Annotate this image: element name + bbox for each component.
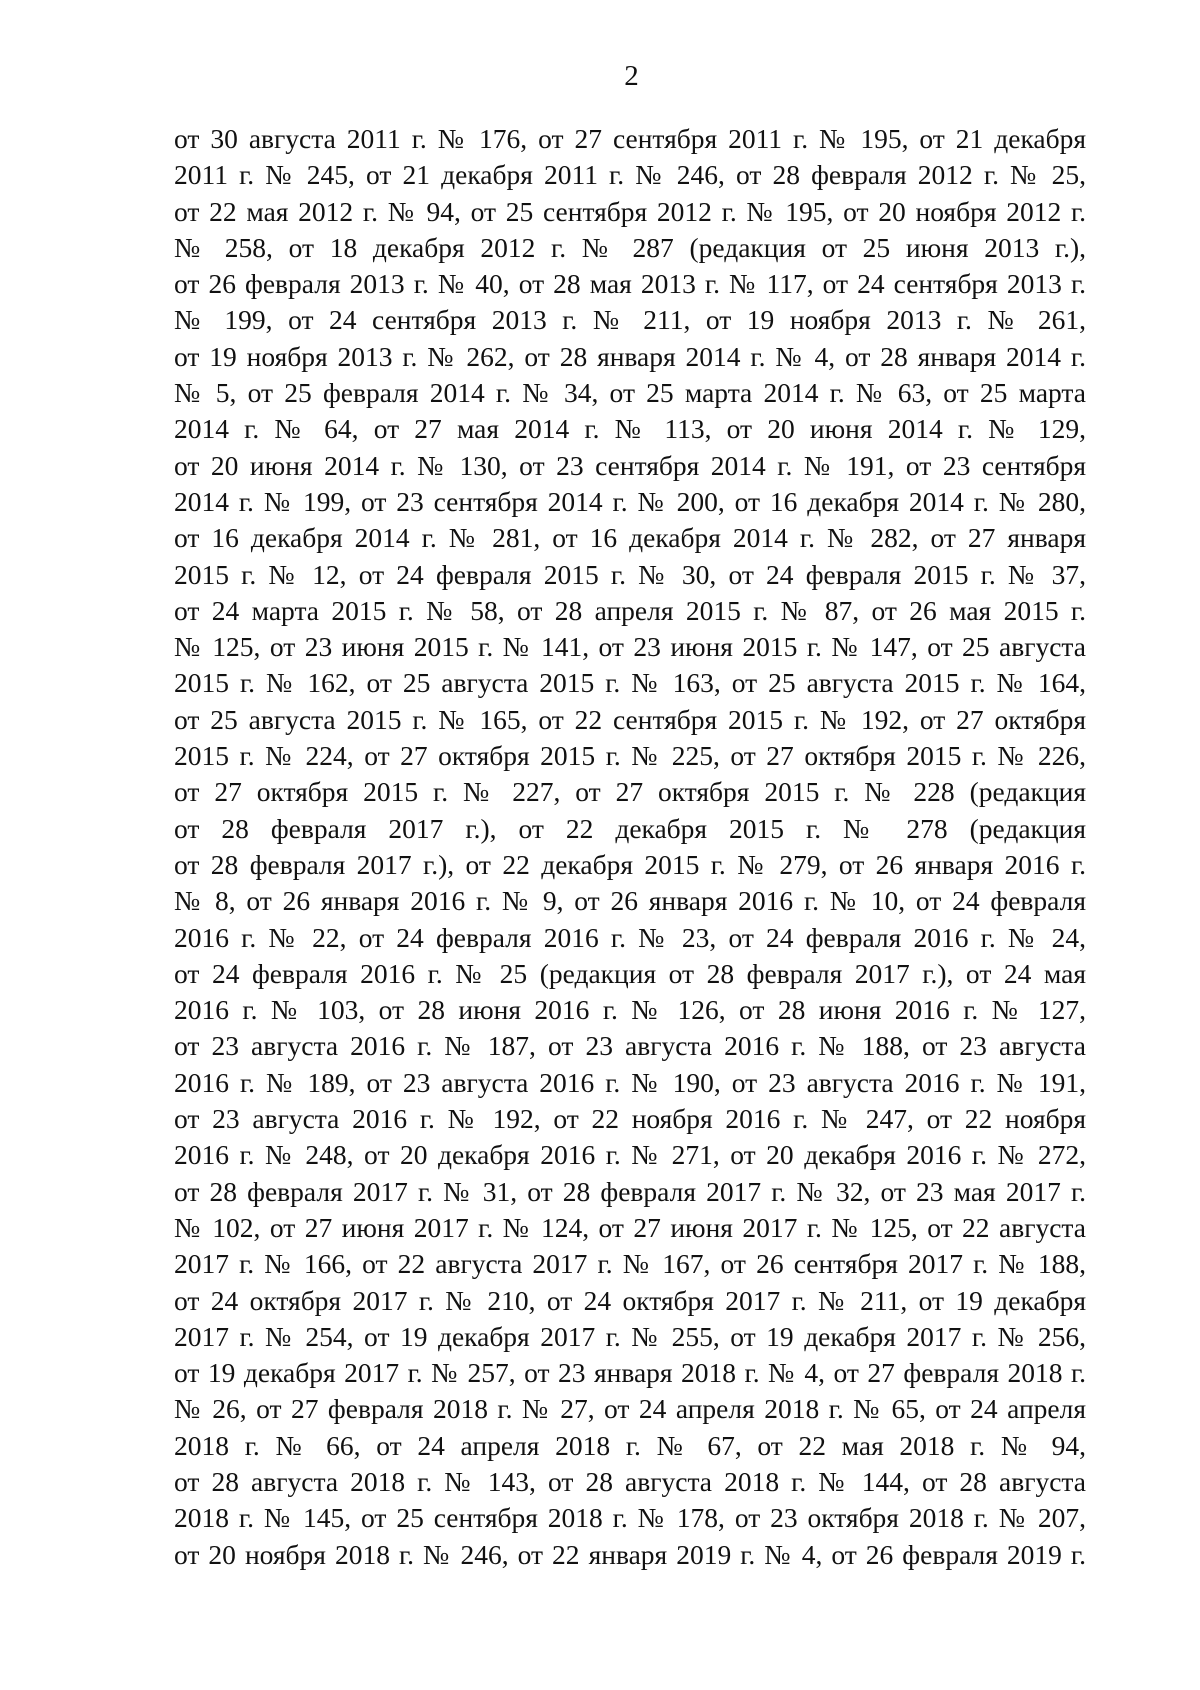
text-line: 2016 г. № 189, от 23 августа 2016 г. № 190, от 23 августа 2016 г. № 191, (174, 1066, 1086, 1098)
text-line: от 16 декабря 2014 г. № 281, от 16 декабря 2014 г. № 282, от 27 января (174, 522, 1086, 554)
text-line: от 26 февраля 2013 г. № 40, от 28 мая 2013 г. № 117, от 24 сентября 2013 г. (174, 268, 1086, 300)
text-line: 2018 г. № 145, от 25 сентября 2018 г. № 178, от 23 октября 2018 г. № 207, (174, 1502, 1086, 1534)
text-line: 2016 г. № 103, от 28 июня 2016 г. № 126, от 28 июня 2016 г. № 127, (174, 994, 1086, 1026)
text-line: от 30 августа 2011 г. № 176, от 27 сентября 2011 г. № 195, от 21 декабря (174, 123, 1086, 154)
text-line: 2015 г. № 12, от 24 февраля 2015 г. № 30, от 24 февраля 2015 г. № 37, (174, 558, 1086, 590)
text-line: от 24 октября 2017 г. № 210, от 24 октября 2017 г. № 211, от 19 декабря (174, 1284, 1086, 1316)
text-line: 2015 г. № 224, от 27 октября 2015 г. № 225, от 27 октября 2015 г. № 226, (174, 740, 1086, 772)
text-line: № 102, от 27 июня 2017 г. № 124, от 27 июня 2017 г. № 125, от 22 августа (174, 1211, 1086, 1243)
text-line: № 258, от 18 декабря 2012 г. № 287 (редакция от 25 июня 2013 г.), (174, 231, 1086, 263)
text-line: от 28 февраля 2017 г.), от 22 декабря 2015 г. № 278 (редакция (174, 812, 1086, 844)
text-line: от 28 февраля 2017 г. № 31, от 28 февраля 2017 г. № 32, от 23 мая 2017 г. (174, 1175, 1086, 1207)
text-line: от 19 декабря 2017 г. № 257, от 23 января 2018 г. № 4, от 27 февраля 2018 г. (174, 1357, 1086, 1389)
text-line: 2011 г. № 245, от 21 декабря 2011 г. № 246, от 28 февраля 2012 г. № 25, (174, 159, 1086, 191)
text-line: 2018 г. № 66, от 24 апреля 2018 г. № 67, от 22 мая 2018 г. № 94, (174, 1429, 1086, 1461)
body-text (174, 121, 1086, 1573)
text-line: от 24 февраля 2016 г. № 25 (редакция от 28 февраля 2017 г.), от 24 мая (174, 957, 1086, 989)
text-line: от 25 августа 2015 г. № 165, от 22 сентября 2015 г. № 192, от 27 октября (174, 703, 1086, 735)
text-line: 2016 г. № 248, от 20 декабря 2016 г. № 271, от 20 декабря 2016 г. № 272, (174, 1139, 1086, 1171)
text-line: № 26, от 27 февраля 2018 г. № 27, от 24 апреля 2018 г. № 65, от 24 апреля (174, 1393, 1086, 1425)
text-line: от 24 марта 2015 г. № 58, от 28 апреля 2015 г. № 87, от 26 мая 2015 г. (174, 594, 1086, 626)
text-line: от 20 июня 2014 г. № 130, от 23 сентября 2014 г. № 191, от 23 сентября (174, 449, 1086, 481)
text-line: от 22 мая 2012 г. № 94, от 25 сентября 2012 г. № 195, от 20 ноября 2012 г. (174, 195, 1086, 227)
text-line: 2014 г. № 199, от 23 сентября 2014 г. № 200, от 16 декабря 2014 г. № 280, (174, 485, 1086, 517)
text-line: от 19 ноября 2013 г. № 262, от 28 января 2014 г. № 4, от 28 января 2014 г. (174, 340, 1086, 372)
text-line: № 5, от 25 февраля 2014 г. № 34, от 25 марта 2014 г. № 63, от 25 марта (174, 377, 1086, 409)
text-line: от 28 августа 2018 г. № 143, от 28 августа 2018 г. № 144, от 28 августа (174, 1465, 1086, 1497)
text-line: № 125, от 23 июня 2015 г. № 141, от 23 июня 2015 г. № 147, от 25 августа (174, 631, 1086, 663)
text-line: 2016 г. № 22, от 24 февраля 2016 г. № 23, от 24 февраля 2016 г. № 24, (174, 921, 1086, 953)
text-line: № 8, от 26 января 2016 г. № 9, от 26 января 2016 г. № 10, от 24 февраля (174, 885, 1086, 917)
text-line: № 199, от 24 сентября 2013 г. № 211, от 19 ноября 2013 г. № 261, (174, 304, 1086, 336)
text-line: 2017 г. № 254, от 19 декабря 2017 г. № 255, от 19 декабря 2017 г. № 256, (174, 1320, 1086, 1352)
text-line: от 23 августа 2016 г. № 187, от 23 августа 2016 г. № 188, от 23 августа (174, 1030, 1086, 1062)
text-line: от 23 августа 2016 г. № 192, от 22 ноября 2016 г. № 247, от 22 ноября (174, 1103, 1086, 1135)
text-line: 2017 г. № 166, от 22 августа 2017 г. № 167, от 26 сентября 2017 г. № 188, (174, 1248, 1086, 1280)
text-line: от 27 октября 2015 г. № 227, от 27 октября 2015 г. № 228 (редакция (174, 776, 1086, 808)
text-line: от 28 февраля 2017 г.), от 22 декабря 2015 г. № 279, от 26 января 2016 г. (174, 848, 1086, 880)
text-line: от 20 ноября 2018 г. № 246, от 22 января 2019 г. № 4, от 26 февраля 2019 г. (174, 1538, 1086, 1570)
page-number: 2 (624, 60, 639, 92)
text-line: 2014 г. № 64, от 27 мая 2014 г. № 113, от 20 июня 2014 г. № 129, (174, 413, 1086, 445)
text-line: 2015 г. № 162, от 25 августа 2015 г. № 163, от 25 августа 2015 г. № 164, (174, 667, 1086, 699)
